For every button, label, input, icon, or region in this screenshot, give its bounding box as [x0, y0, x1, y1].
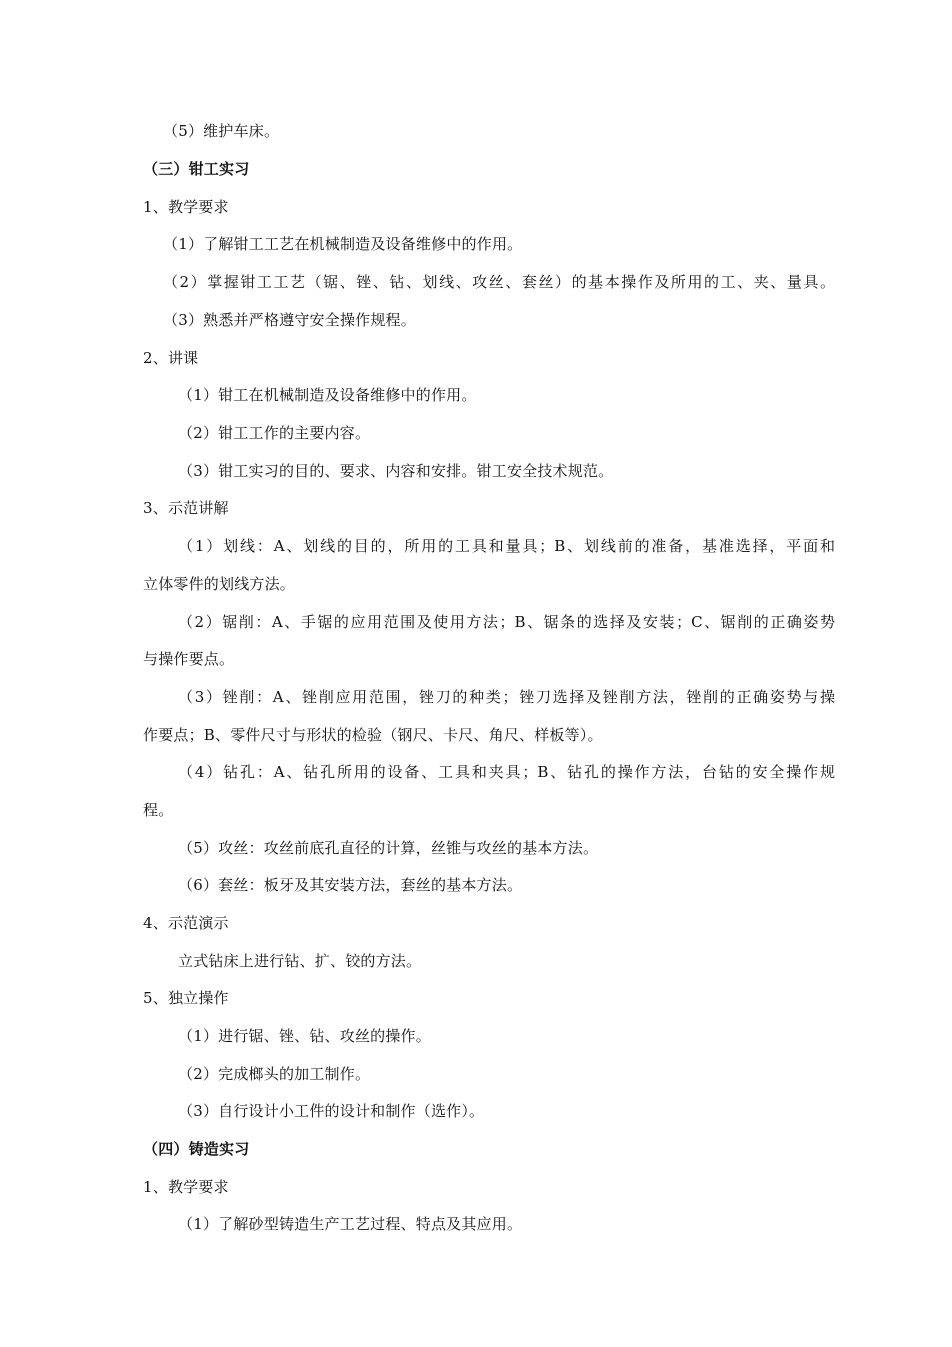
demo-item-4-line-2: 程。: [143, 801, 174, 819]
demo-item-1-line-2: 立体零件的划线方法。: [143, 575, 296, 593]
demo-item-2-line-2: 与操作要点。: [143, 650, 235, 668]
demo-item-1-line-1: （1）划线：A、划线的目的，所用的工具和量具；B、划线前的准备，基准选择，平面和: [178, 537, 835, 555]
demo-item-6: （6）套丝：板牙及其安装方法，套丝的基本方法。: [178, 876, 523, 894]
demo-item-4-line-1: （4）钻孔：A、钻孔所用的设备、工具和夹具；B、钻孔的操作方法，台钻的安全操作规: [178, 763, 835, 781]
subheading-lecture: 2、讲课: [143, 349, 199, 367]
casting-requirement-item-1: （1）了解砂型铸造生产工艺过程、特点及其应用。: [178, 1215, 523, 1233]
requirement-item-3: （3）熟悉并严格遵守安全操作规程。: [163, 311, 416, 329]
subheading-demonstration: 4、示范演示: [143, 914, 229, 932]
subheading-casting-teaching-requirements: 1、教学要求: [143, 1178, 229, 1196]
lecture-item-1: （1）钳工在机械制造及设备维修中的作用。: [178, 386, 477, 404]
item-maintain-lathe: （5）维护车床。: [163, 122, 280, 140]
subheading-teaching-requirements: 1、教学要求: [143, 198, 229, 216]
section-heading-casting-practice: （四）铸造实习: [143, 1140, 250, 1158]
operation-item-1: （1）进行锯、锉、钻、攻丝的操作。: [178, 1027, 431, 1045]
lecture-item-3: （3）钳工实习的目的、要求、内容和安排。钳工安全技术规范。: [178, 462, 614, 480]
subheading-demonstration-explanation: 3、示范讲解: [143, 499, 229, 517]
subheading-independent-operation: 5、独立操作: [143, 989, 229, 1007]
demo-item-5: （5）攻丝：攻丝前底孔直径的计算，丝锥与攻丝的基本方法。: [178, 839, 599, 857]
demonstration-text: 立式钻床上进行钻、扩、铰的方法。: [178, 952, 422, 970]
demo-item-3-line-2: 作要点；B、零件尺寸与形状的检验（钢尺、卡尺、角尺、样板等）。: [143, 726, 603, 744]
demo-item-2-line-1: （2）锯削：A、手锯的应用范围及使用方法；B、锯条的选择及安装；C、锯削的正确姿势: [178, 613, 835, 631]
operation-item-3: （3）自行设计小工件的设计和制作（选作）。: [178, 1102, 485, 1120]
operation-item-2: （2）完成榔头的加工制作。: [178, 1065, 371, 1083]
requirement-item-1: （1）了解钳工工艺在机械制造及设备维修中的作用。: [163, 235, 523, 253]
demo-item-3-line-1: （3）锉削：A、锉削应用范围，锉刀的种类；锉刀选择及锉削方法，锉削的正确姿势与操: [178, 688, 835, 706]
requirement-item-2: （2）掌握钳工工艺（锯、锉、钻、划线、攻丝、套丝）的基本操作及所用的工、夹、量具。: [163, 273, 835, 291]
section-heading-fitter-practice: （三）钳工实习: [143, 160, 250, 178]
lecture-item-2: （2）钳工工作的主要内容。: [178, 424, 371, 442]
